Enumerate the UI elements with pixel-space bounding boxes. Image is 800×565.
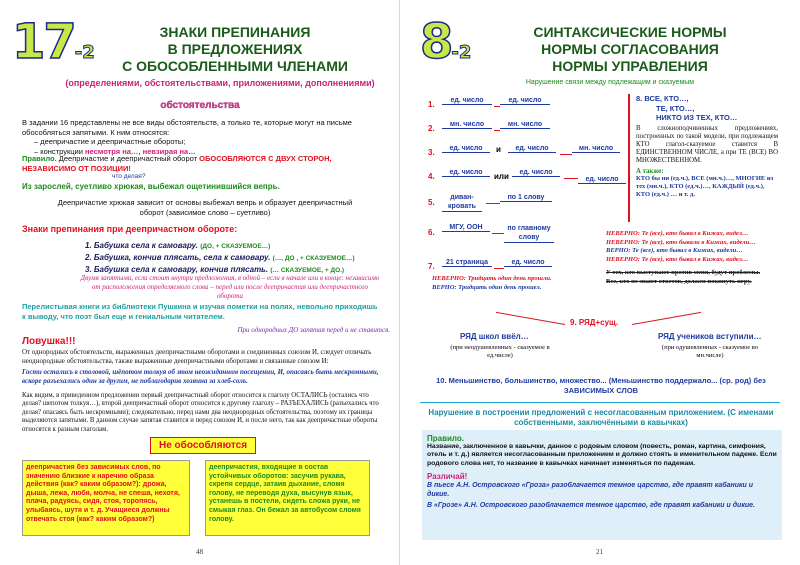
box-no-dependents: деепричастия без зависимых слов, по значению близкие к наречию образа действия (как? каким образом?): дрожа, дыша, лежа, любя, молча, не спеша, нехотя, плача, радуясь, сидя, стоя, торопясь, улыбаясь, шутя и т. д. Учащиеся должны отвечать стоя (как? каким образом?) (22, 460, 190, 536)
row-subject: ед. число (512, 169, 560, 177)
page-subtitle: Нарушение связи между подлежащим и сказуемым (525, 79, 695, 86)
row-number: 2. (428, 124, 435, 133)
row-predicate: по главному слову (504, 224, 554, 243)
row-predicate: мн. число (572, 145, 620, 153)
distinguish-example-2: В «Грозе» А.Н. Островского разоблачается темное царство, где правят кабаники и дикие. (427, 501, 755, 509)
rule8-also-text: КТО бы ни (ед.ч.), ВСЕ (мн.ч.)…, МНОГИЕ из тех (мн.ч.), КТО (ед.ч.)…, КАЖДЫЙ (ед.ч.), КТО (ед.ч.) … и т. д. (636, 174, 774, 198)
note-homogeneous: При однородных ДО запятая перед и не ставится. (237, 326, 390, 334)
punct-title: Знаки препинания при деепричастном обороте: (22, 224, 238, 234)
row-subject: МГУ, ООН (442, 224, 490, 232)
right-page (400, 0, 800, 565)
row-subject: диван-кровать (442, 193, 482, 212)
rule8-also: А также: (636, 167, 664, 175)
not-isolated-label: Не обособляются (150, 437, 256, 454)
distinguish-label: Различай! (427, 471, 468, 481)
row-connector (564, 178, 578, 179)
row-subject: ед. число (442, 145, 490, 153)
appositive-rule-label: Правило. (427, 434, 465, 443)
row9-label: 9. РЯД+сущ. (570, 318, 619, 327)
row-subject: мн. число (442, 121, 492, 129)
intro-text: В задании 16 представлены не все виды обстоятельств, а только те, которые могут на письме обособляться запятыми. К ним относятся: – деепричастие и деепричастные обороты; – конструкции несмотря на…, невзирая на… (22, 118, 352, 156)
row-connector (494, 268, 504, 269)
page-number: 21 (596, 548, 603, 556)
trap-explanation: Как видим, в приведенном предложении первый деепричастный оборот относится к глаголу ОСТАЛИСЬ (остались что делая? шепотом толкуя…), второй деепричастный оборот относится к другому глаголу – РАЗЪЕХАЛИСЬ (разъехались что делая? опасаясь быть нескромными); следовательно, перед нами два неоднородных обстоятельства, поэтому их границы выделяются запятыми. В данном случае запятая ставится и перед союзом И, и после него, так как деепричастные обороты относятся к разным глаголам. (22, 392, 379, 433)
example-line: 2. Бабушка, кончив плясать, села к самовару. (…, ДО , + СКАЗУЕМОЕ…) (85, 253, 355, 262)
row-predicate: ед. число (578, 176, 626, 184)
example-sentence: Из зарослей, суетливо хрюкая, выбежал ощетинившийся вепрь. (22, 182, 280, 191)
strike-examples: У тех, кто выступают против меня, будут проблемы. Все, кто не знают ответов, должен покинуть игру. (606, 269, 761, 285)
lesson-number: 17-2 (12, 14, 95, 70)
row-subject: ед. число (442, 169, 490, 177)
row9-left-note: (при неодушевленных - сказуемое в ед.числе) (450, 344, 550, 359)
row9-arrow-right (632, 312, 701, 325)
rule-text: Правило. Деепричастие и деепричастный оборот ОБОСОБЛЯЮТСЯ С ДВУХ СТОРОН, НЕЗАВИСИМО ОТ ПОЗИЦИИ! (22, 154, 332, 173)
lesson-number: 8-2 (420, 14, 472, 70)
page-subtitle: (определениями, обстоятельствами, приложениями, дополнениями) (65, 78, 375, 88)
row-connector (560, 154, 572, 155)
page-title: СИНТАКСИЧЕСКИЕ НОРМЫ НОРМЫ СОГЛАСОВАНИЯ НОРМЫ УПРАВЛЕНИЯ (533, 24, 727, 74)
rule8-box (628, 94, 778, 222)
row-number: 5. (428, 198, 435, 207)
trap-example: Гости остались в столовой, шёпотом толкуя об этом неожиданном посещении, И, опасаясь быть нескромными, вскоре разъехались один за другим, не поблагодарив хозяина за хлеб-соль. (22, 368, 379, 385)
row-number: 7. (428, 262, 435, 271)
row-number: 6. (428, 228, 435, 237)
row-number: 4. (428, 172, 435, 181)
appositive-box (422, 430, 782, 540)
row-predicate: ед. число (500, 97, 550, 105)
question-label: что делая? (112, 173, 146, 180)
note-example: Перелистывая книги из библиотеки Пушкина и изучая пометки на полях, невольно приходишь к выводу, что поэт был еще и гениальным читателем. (22, 302, 378, 321)
row-number: 1. (428, 100, 435, 109)
row-number: 3. (428, 148, 435, 157)
rule8-line: НИКТО ИЗ ТЕХ, КТО… (656, 113, 738, 122)
page-title: ЗНАКИ ПРЕПИНАНИЯ В ПРЕДЛОЖЕНИЯХ С ОБОСОБЛЕННЫМИ ЧЛЕНАМИ (122, 24, 348, 74)
row10-text: 10. Меньшинство, большинство, множество... (Меньшинство поддержало... (ср. род) без ЗАВИСИМЫХ СЛОВ (436, 376, 766, 395)
distinguish-example-1: В пьесе А.Н. Островского «Гроза» разоблачается темное царство, где правят кабаники и дикие. (427, 481, 754, 498)
rule8-line: ТЕ, КТО…, (656, 103, 695, 113)
row-connector (486, 203, 500, 204)
row-subject: 21 страница (442, 259, 492, 267)
rule8-text: В сложноподчиненных предложениях, построенных по такой модели, при подлежащем КТО глагол-сказуемое ставится В ЕДИНСТВЕННОМ ЧИСЛЕ, а при ТЕ (ВСЕ) ВО МНОЖЕСТВЕННОМ. (636, 124, 778, 165)
row-subject: ед. число (508, 145, 556, 153)
note-two-commas: Двумя запятыми, если стоит внутри предложения, в одной – если в начале или в конце: независимо от расположения определяемого слова – перед или после деепричастия или деепричастного оборота (80, 274, 380, 300)
trap-title: Ловушка!!! (22, 336, 76, 347)
example-list (85, 240, 385, 276)
explanation-text: Деепричастие хрюкая зависит от основы выбежал вепрь и образует деепричастный оборот (зависимое слово – суетливо) (57, 198, 353, 217)
example-line: 3. Бабушка села к самовару, кончив плясать. (… СКАЗУЕМОЕ, + ДО.) (85, 265, 345, 274)
rule8-title: 8. ВСЕ, КТО…, (636, 94, 689, 103)
row9-right: РЯД учеников вступили… (658, 332, 762, 341)
row-connector (494, 130, 500, 131)
divider (420, 402, 780, 403)
row9-left: РЯД школ ввёл… (460, 332, 529, 341)
appositive-title: Нарушение в построении предложений с несогласованным приложением. (С именами собственными, заключёнными в кавычках) (428, 408, 774, 427)
row-predicate: по 1 слову (500, 194, 552, 202)
appositive-rule: Название, заключенное в кавычки, данное с родовым словом (повесть, роман, картина, симфония, отель и т. д.) является несогласованным приложением и должно стоять в именительном падеже. Если родового слова нет, то название в кавычках начинает изменяться по падежам. (427, 443, 777, 467)
row-conjunction: или (494, 172, 509, 181)
row7-examples: НЕВЕРНО: Тридцать один день прошли. ВЕРНО: Тридцать один день прошел. (432, 275, 552, 291)
row-connector (494, 106, 500, 107)
example-line: 1. Бабушка села к самовару. (ДО, + СКАЗУЕМОЕ…) (85, 241, 271, 250)
row-subject: ед. число (442, 97, 492, 105)
row-conjunction: и (496, 145, 501, 154)
trap-text: От однородных обстоятельств, выраженных деепричастными оборотами и соединенных союзом И, следует отличать неоднородные обстоятельства, также выраженные деепричастными оборотами и связанные союзом И: (22, 348, 372, 365)
box-idioms: деепричастия, входящие в состав устойчивых оборотов: засучив рукава, скрепя сердце, затаив дыхание, сломя голову, не переводя духа, высунув язык, устанешь в постели, сидеть сложа руки, не смыкая глаз. Он бежал за автобусом сломя голову. (205, 460, 370, 536)
section-heading: обстоятельства (160, 100, 240, 111)
page-number: 48 (196, 548, 203, 556)
wrong-right-block: НЕВЕРНО: Те (все), кто бывал в Кижах, видел… НЕВЕРНО: Те (все), кто бывали в Кижах, видели… ВЕРНО: Те (все), кто бывал в Кижах, видели… НЕВЕРНО: Те (все), кто бывал в Кижах, видел… (606, 230, 756, 263)
row9-arrow-left (496, 312, 565, 325)
row-predicate: ед. число (504, 259, 552, 267)
row-predicate: мн. число (500, 121, 550, 129)
row-connector (492, 233, 504, 234)
row9-right-note: (при одушевленных - сказуемое во мн.числе) (661, 344, 759, 359)
